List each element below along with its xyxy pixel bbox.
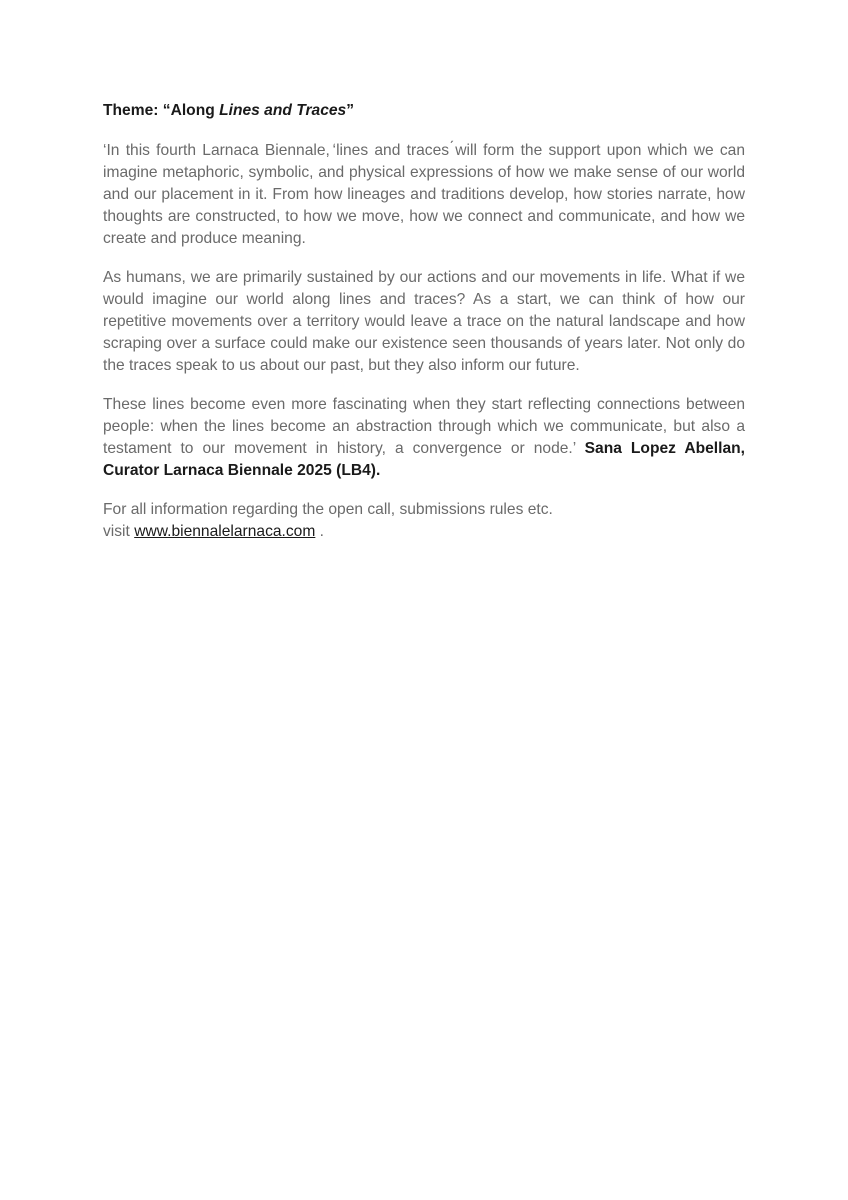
curator-attribution: Sana Lopez Abellan, Curator Larnaca Biennale 2025 (LB4).: [103, 440, 745, 479]
paragraph-closing: [103, 394, 745, 482]
document-page: [103, 100, 745, 543]
visit-suffix: .: [315, 523, 325, 540]
theme-title-emphasis: Lines and Traces: [219, 102, 347, 119]
biennale-website-link[interactable]: www.biennalelarnaca.com: [134, 523, 316, 540]
paragraph-humans: As humans, we are primarily sustained by our actions and our movements in life. What if we would imagine our world along lines and traces? As a start, we can think of how our repetitive movements over a territory would leave a trace on the natural landscape and how scraping over a surface could make our existence seen thousands of years later. Not only do the traces speak to us about our past, but they also inform our future.: [103, 269, 745, 374]
theme-title-prefix: Theme: “Along: [103, 102, 220, 119]
theme-title-suffix: ”: [346, 102, 355, 119]
info-block: [103, 499, 745, 543]
closing-text: These lines become even more fascinating when they start reflecting connections between people: when the lines become an abstraction through which we communicate, but also a testament to our movement in history, a convergence or node.’: [103, 396, 745, 457]
theme-title: [103, 100, 745, 122]
visit-prefix: visit: [103, 523, 135, 540]
visit-line: [103, 521, 745, 543]
paragraph-intro: ‘In this fourth Larnaca Biennale, ̒lines and traces ́will form the support upon which we can imagine metaphoric, symbolic, and physical expressions of how we make sense of our world and our placement in it. From how lineages and traditions develop, how stories narrate, how thoughts are constructed, to how we move, how we connect and communicate, and how we create and produce meaning.: [103, 142, 745, 247]
info-line: For all information regarding the open call, submissions rules etc.: [103, 501, 553, 518]
